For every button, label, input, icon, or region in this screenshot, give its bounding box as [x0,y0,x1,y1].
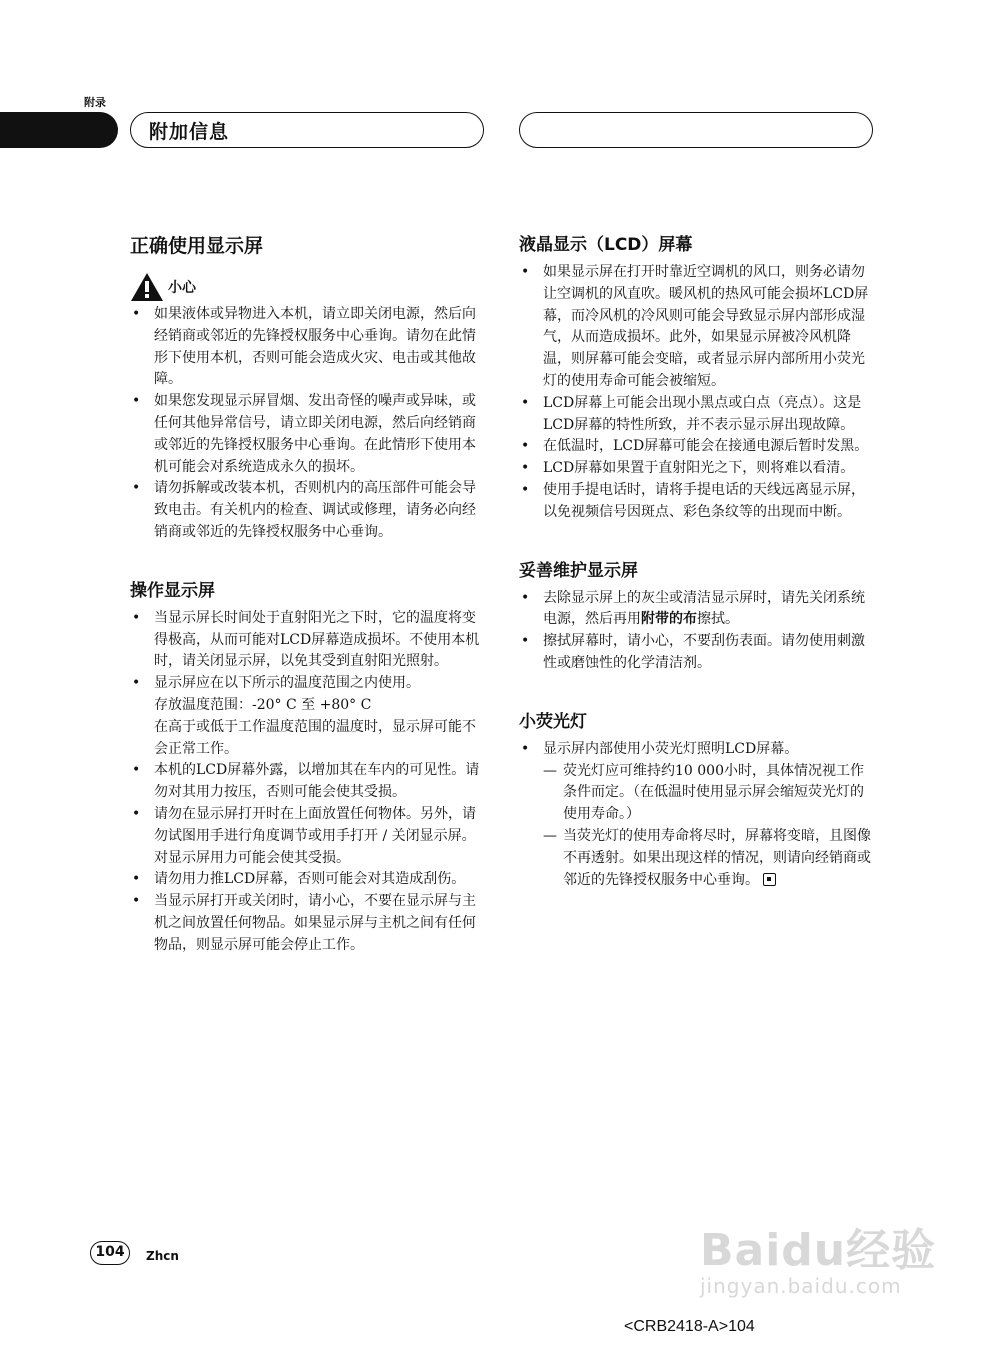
list-item: • 请勿用力推LCD屏幕，否则可能会对其造成刮伤。 [130,869,486,891]
clean-text-pre: 去除显示屏上的灰尘或清洁显示屏时，请先关闭系统电源，然后再用 [543,589,865,628]
heading-maintenance: 妥善维护显示屏 [519,560,638,581]
section-tab-marker [0,112,118,148]
heading-lcd-screen: 液晶显示（LCD）屏幕 [519,235,693,255]
list-item: • 擦拭屏幕时，请小心，不要刮伤表面。请勿使用刺激性或磨蚀性的化学清洁剂。 [519,631,875,675]
section-title-box [130,112,484,148]
warning-triangle-icon [130,272,164,302]
watermark-brand: Baidu经验 [700,1225,937,1276]
heading-operating-display: 操作显示屏 [130,580,215,601]
caution-notice [130,272,486,302]
section-title: 附加信息 [149,121,230,143]
watermark-url: jingyan.baidu.com [700,1274,902,1298]
clean-text-post: 擦拭。 [697,611,739,628]
list-item: • 当显示屏打开或关闭时，请小心，不要在显示屏与主机之间放置任何物品。如果显示屏与主机之间有任何物品，则显示屏可能会停止工作。 [130,891,486,956]
list-item: • 如果显示屏在打开时靠近空调机的风口，则务必请勿让空调机的风直吹。暖风机的热风可能会损坏LCD屏幕，而冷风机的冷风则可能会导致显示屏内部形成湿气，从而造成损坏。此外，如果显示屏被冷风机降温，则屏幕可能会变暗，或者显示屏内部所用小荧光灯的使用寿命可能会被缩短。 [519,262,875,393]
lamp-life-note: 荧光灯应可维持约10 000小时，具体情况视工作条件而定。（在低温时使用显示屏会缩短荧光灯的使用寿命。） [563,762,864,823]
dash-marker: — [543,827,557,844]
list-item: • 本机的LCD屏幕外露，以增加其在车内的可见性。请勿对其用力按压，否则可能会使其受损。 [130,760,486,804]
list-item: • 请勿在显示屏打开时在上面放置任何物体。另外，请勿试图用手进行角度调节或用手打开 / 关闭显示屏。对显示屏用力可能会使其受损。 [130,804,486,869]
heading-proper-use: 正确使用显示屏 [130,235,264,257]
lamp-intro: • 显示屏内部使用小荧光灯照明LCD屏幕。 [543,740,799,757]
list-item [519,739,875,892]
list-item: • 当显示屏长时间处于直射阳光之下时，它的温度将变得极高，从而可能对LCD屏幕造成损坏。不使用本机时，请关闭显示屏，以免其受到直射阳光照射。 [130,608,486,673]
lamp-list [519,739,875,892]
dash-item [543,826,875,891]
list-item: • LCD屏幕上可能会出现小黑点或白点（亮点）。这是LCD屏幕的特性所致，并不表示显示屏出现故障。 [519,393,875,437]
watermark [700,1214,936,1298]
list-item: • LCD屏幕如果置于直射阳光之下，则将难以看清。 [519,458,875,480]
lamp-end-note: 当荧光灯的使用寿命将尽时，屏幕将变暗，且图像不再透射。如果出现这样的情况，则请向经销商或邻近的先锋授权服务中心垂询。 [563,827,871,888]
temperature-intro: • 显示屏应在以下所示的温度范围之内使用。 [154,675,420,692]
caution-list [130,304,486,544]
maintenance-list [519,588,875,675]
list-item: • 如果液体或异物进入本机，请立即关闭电源，然后向经销商或邻近的先锋授权服务中心垂询。请勿在此情形下使用本机，否则可能会造成火灾、电击或其他故障。 [130,304,486,391]
document-code: <CRB2418-A>104 [624,1318,755,1335]
list-item: • 使用手提电话时，请将手提电话的天线远离显示屏，以免视频信号因斑点、彩色条纹等的出现而中断。 [519,480,875,524]
list-item: • 在低温时，LCD屏幕可能会在接通电源后暂时发黑。 [519,436,875,458]
list-item: • 如果您发现显示屏冒烟、发出奇怪的噪声或异味，或任何其他异常信号，请立即关闭电源，然后向经销商或邻近的先锋授权服务中心垂询。在此情形下使用本机可能会对系统造成永久的损坏。 [130,391,486,478]
language-code: Zhcn [146,1249,179,1263]
dash-item [543,761,875,826]
list-item [519,588,875,632]
heading-fluorescent-lamp: 小荧光灯 [519,711,587,732]
supplied-cloth: 附带的布 [641,611,697,628]
page-number: 104 [90,1241,130,1265]
caution-label: 小心 [168,280,196,296]
left-column [130,232,486,957]
end-of-section-icon [763,873,776,886]
dash-marker: — [543,762,557,779]
temperature-note: 在高于或低于工作温度范围的温度时，显示屏可能不会正常工作。 [154,718,476,757]
list-item: • 请勿拆解或改装本机，否则机内的高压部件可能会导致电击。有关机内的检查、调试或修理，请务必向经销商或邻近的先锋授权服务中心垂询。 [130,478,486,543]
list-item [130,673,486,760]
blank-header-box [519,112,873,148]
appendix-label: 附录 [84,96,106,109]
right-column [519,232,875,891]
lcd-list [519,262,875,524]
operating-list [130,608,486,957]
storage-temperature: 存放温度范围：-20° C 至 +80° C [154,696,372,713]
